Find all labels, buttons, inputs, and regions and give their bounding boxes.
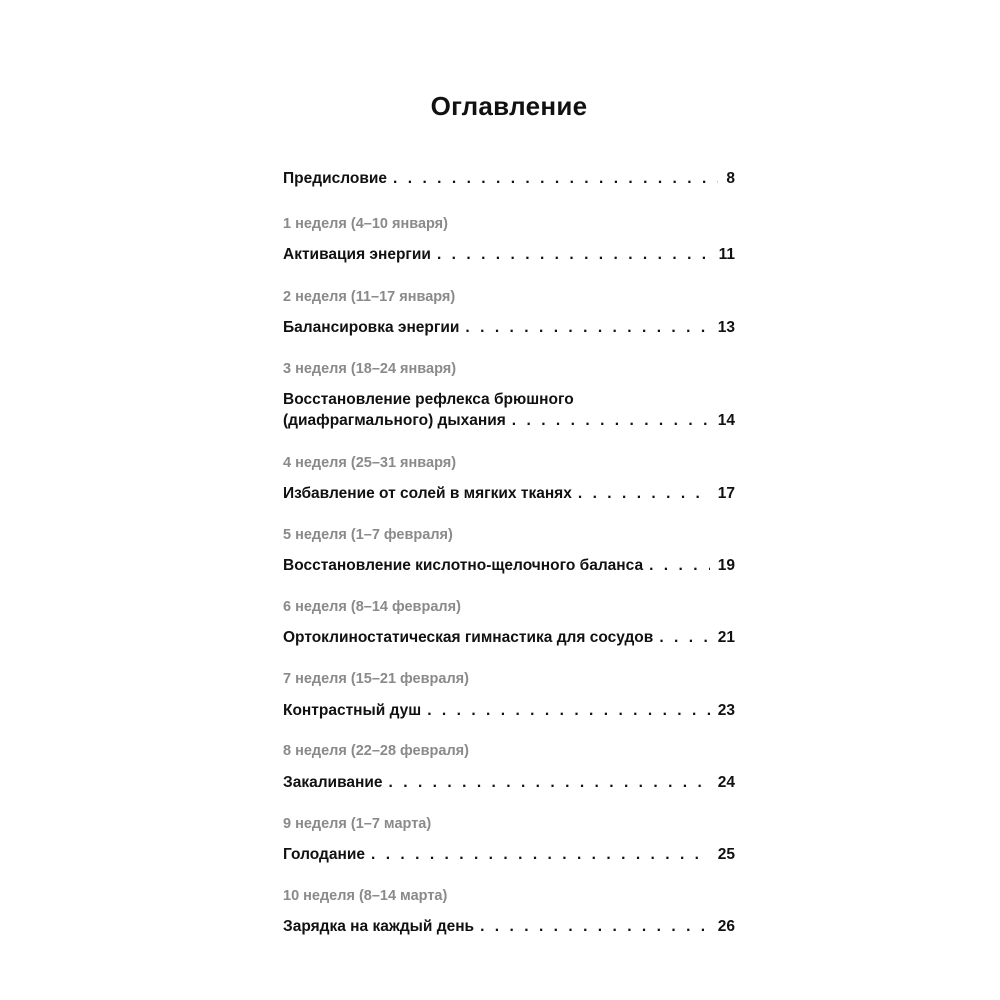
- toc-entry-label: Ортоклиностатическая гимнастика для сосудов: [283, 629, 654, 646]
- week-label: 3 неделя (18–24 января): [283, 361, 457, 377]
- toc-entry[interactable]: [283, 772, 735, 793]
- toc-entry-label: Предисловие: [283, 170, 388, 187]
- dot-leader: [480, 916, 710, 937]
- toc-entry[interactable]: [283, 700, 735, 721]
- dot-leader: [578, 483, 710, 504]
- toc-entry[interactable]: [283, 244, 735, 265]
- week-label: 8 неделя (22–28 февраля): [283, 743, 469, 759]
- toc-page-number: 23: [717, 702, 735, 719]
- toc-page-number: 14: [717, 412, 735, 429]
- toc-entry-label: Голодание: [283, 846, 365, 863]
- toc-page-number: 13: [717, 319, 735, 336]
- toc-page-number: 24: [717, 774, 735, 791]
- toc-entry-label: Восстановление кислотно-щелочного баланса: [283, 557, 644, 574]
- dot-leader: [659, 627, 709, 648]
- toc-page-number: 8: [726, 170, 735, 187]
- dot-leader: [649, 555, 710, 576]
- toc-entry[interactable]: [283, 389, 735, 431]
- toc-entry-label: Закаливание: [283, 774, 383, 791]
- toc-page-number: 25: [717, 846, 735, 863]
- toc-entry[interactable]: [283, 555, 735, 576]
- toc-page-number: 26: [717, 918, 735, 935]
- week-label: 6 неделя (8–14 февраля): [283, 599, 461, 615]
- dot-leader: [437, 244, 711, 265]
- toc-entry[interactable]: [283, 916, 735, 937]
- dot-leader: [371, 844, 710, 865]
- toc-entry[interactable]: [283, 844, 735, 865]
- dot-leader: [427, 700, 710, 721]
- toc-page-number: 19: [717, 557, 735, 574]
- toc-page-number: 11: [718, 246, 735, 263]
- toc-entry-label: Контрастный душ: [283, 702, 422, 719]
- week-label: 5 неделя (1–7 февраля): [283, 527, 453, 543]
- toc-entry-label: (диафрагмального) дыхания: [283, 412, 506, 429]
- toc-entry[interactable]: [283, 483, 735, 504]
- dot-leader: [465, 317, 709, 338]
- toc-entry[interactable]: [283, 627, 735, 648]
- week-label: 4 неделя (25–31 января): [283, 455, 457, 471]
- toc-entry-preface[interactable]: [283, 168, 735, 189]
- dot-leader: [393, 168, 718, 189]
- toc-entry-label: Активация энергии: [283, 246, 431, 263]
- toc-entry-label: Избавление от солей в мягких тканях: [283, 485, 572, 502]
- toc-entry-label: Балансировка энергии: [283, 319, 460, 336]
- dot-leader: [389, 772, 710, 793]
- dot-leader: [512, 410, 710, 431]
- week-label: 9 неделя (1–7 марта): [283, 816, 432, 832]
- week-label: 10 неделя (8–14 марта): [283, 888, 448, 904]
- toc-entry-label-line1: Восстановление рефлекса брюшного: [283, 391, 574, 408]
- page-title: Оглавление: [430, 91, 588, 121]
- toc-entry[interactable]: [283, 317, 735, 338]
- week-label: 7 неделя (15–21 февраля): [283, 671, 469, 687]
- toc-page-number: 21: [717, 629, 735, 646]
- toc-entry-label: Зарядка на каждый день: [283, 918, 475, 935]
- toc-page-number: 17: [717, 485, 735, 502]
- week-label: 1 неделя (4–10 января): [283, 216, 448, 232]
- week-label: 2 неделя (11–17 января): [283, 289, 456, 305]
